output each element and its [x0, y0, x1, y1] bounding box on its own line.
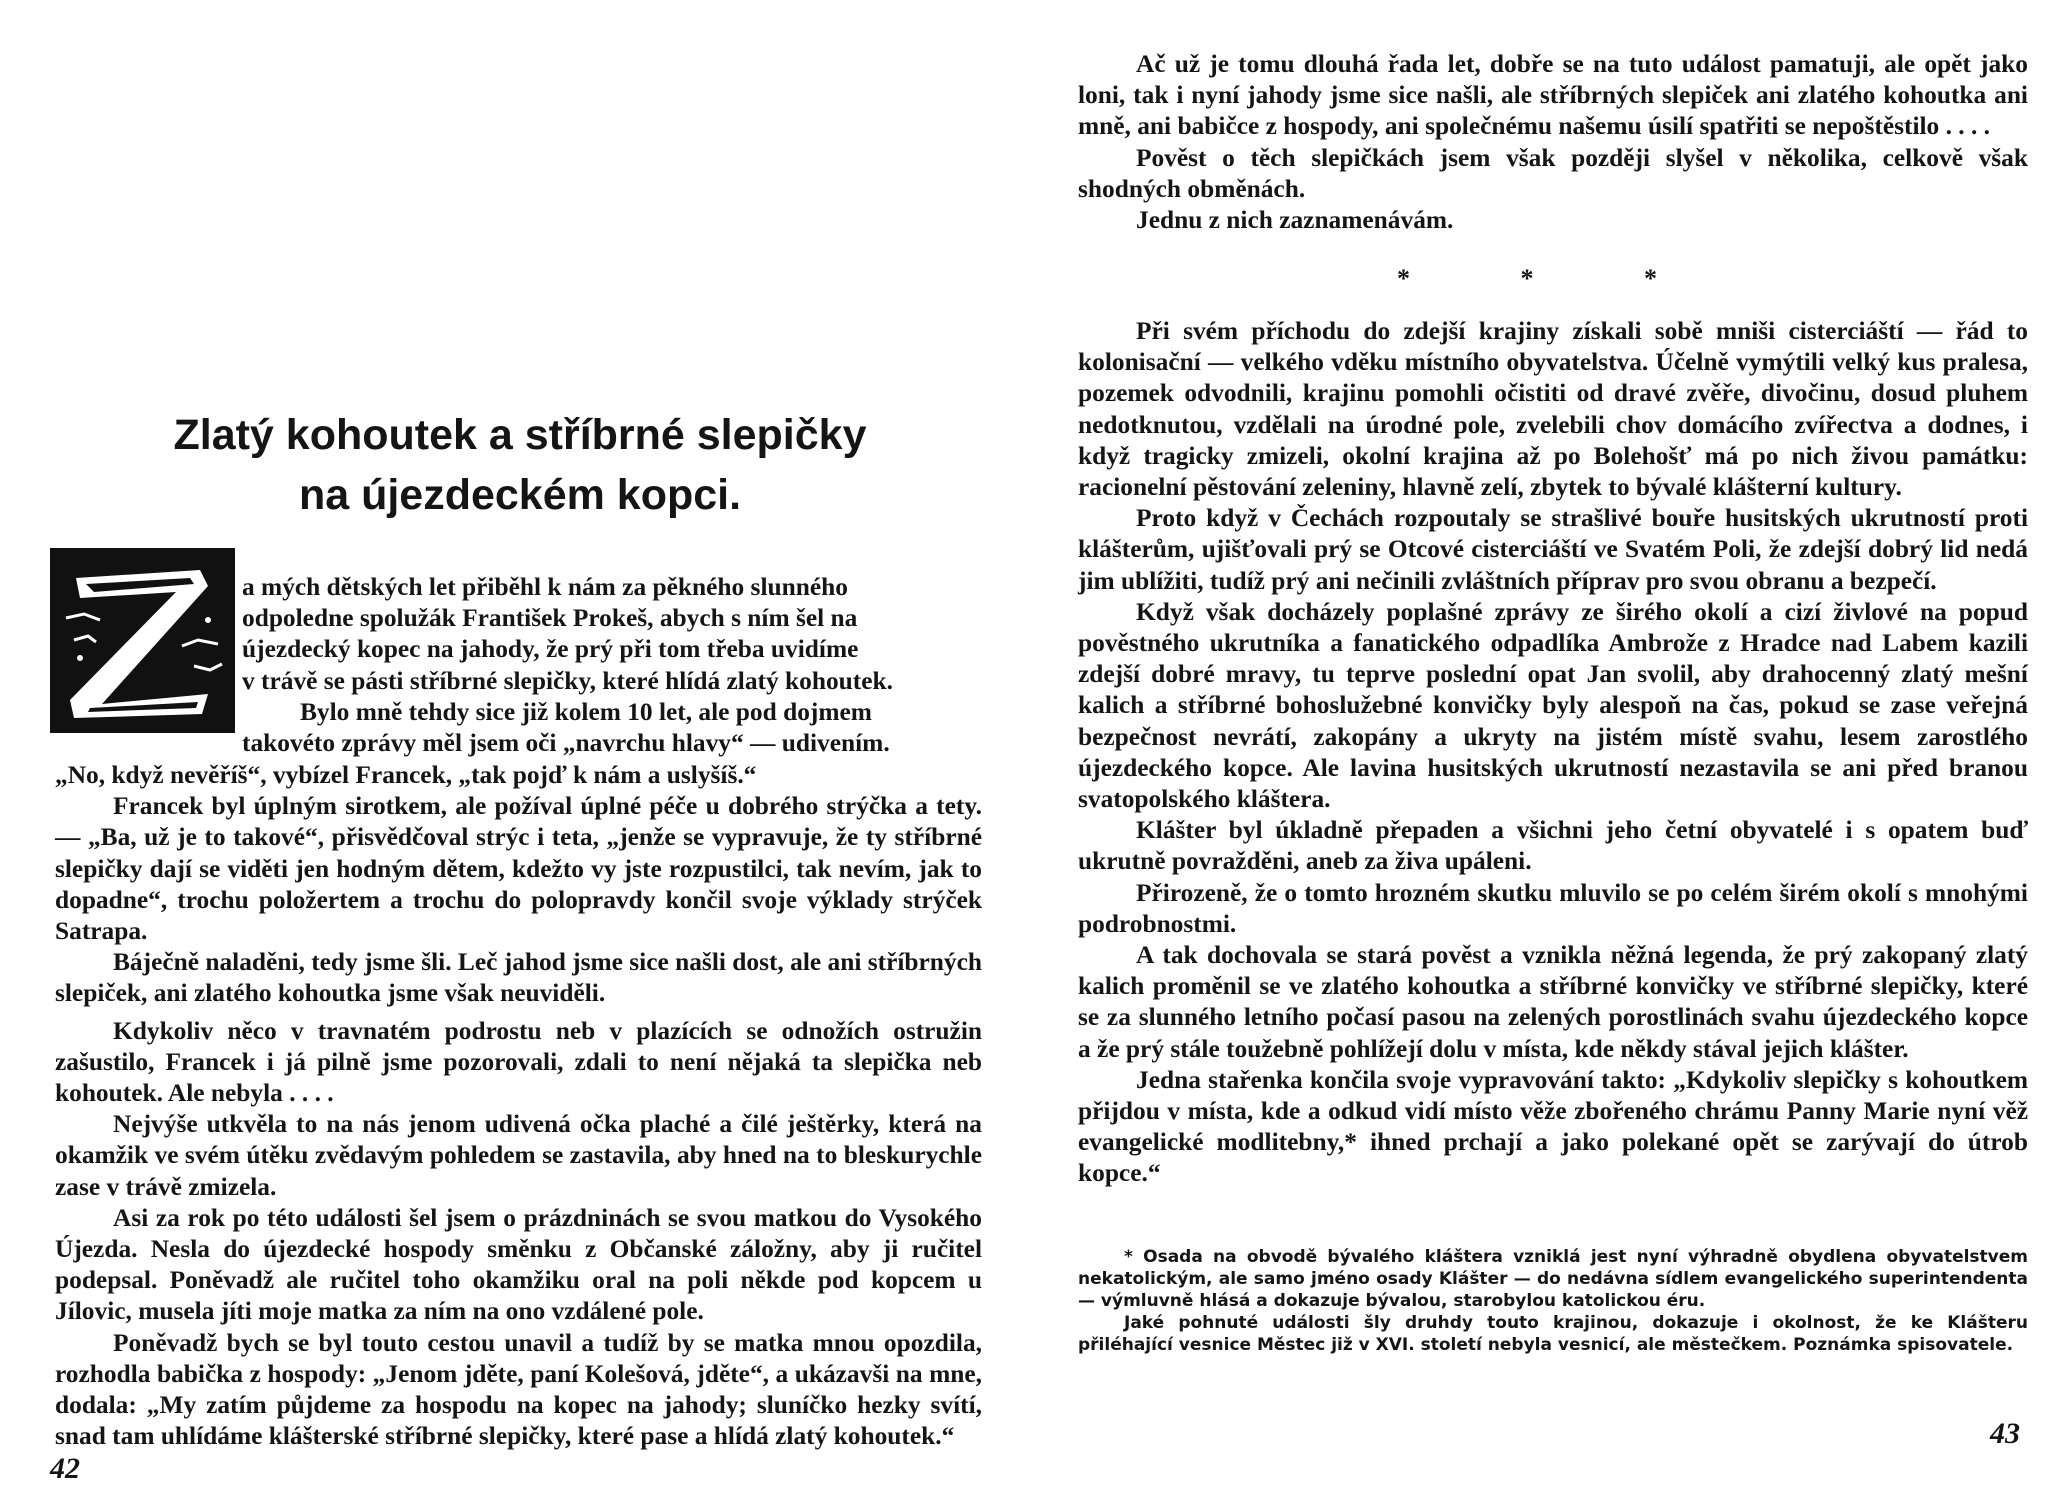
drop-cap-z-illustration [50, 548, 235, 733]
footnote-text: Jaké pohnuté události šly druhdy touto krajinou, dokazuje i okolnost, že ke Klášteru přiléhající vesnice Městec již v XVI. století nebyla vesnicí, ale městečkem. Poznámka spisovatele. [1078, 1313, 2028, 1355]
right-body-text [1078, 316, 2028, 1190]
opening-line: újezdecký kopec na jahody, že prý při tom třeba uvidíme [242, 635, 859, 664]
page-number-left: 42 [50, 1452, 80, 1485]
paragraph: Klášter byl úkladně přepaden a všichni jeho četní obyvatelé i s opatem buď ukrutně povražděni, aneb za živa upáleni. [1078, 816, 2028, 876]
opening-line: v trávě se pásti stříbrné slepičky, které hlídá zlatý kohoutek. [242, 666, 893, 695]
paragraph: Přirozeně, že o tomto hrozném skutku mluvilo se po celém širém okolí s mnohými podrobnostmi. [1078, 878, 2028, 938]
paragraph: Jednu z nich zaznamenávám. [1136, 206, 1454, 235]
section-separator: * * * [1397, 264, 1709, 293]
drop-cap-letter [50, 548, 51, 549]
page-number-right: 43 [1990, 1417, 2020, 1450]
title-line-2: na újezdeckém kopci. [298, 471, 742, 519]
paragraph: Při svém příchodu do zdejší krajiny získali sobě mniši cisterciáští — řád to kolonisační — velkého vděku místního obyvatelstva. Účelně vymýtili velký kus pralesa, pozemek odvodnili, krajinu pomohli očistiti od dravé zvěře, divočinu, dosud pluhem nedotknutou, vzdělali na úrodné pole, zvelebili chov domácího zvířectva a dodnes, i když tragicky zmizeli, okolní krajina až po Bolehošť má po nich živou památku: racionelní pěstování zeleniny, hlavně zelí, zbytek to bývalé klášterní kultury. [1078, 317, 2028, 502]
page-title [140, 405, 900, 525]
paragraph: Báječně naladěni, tedy jsme šli. Leč jahod jsme sice našli dost, ale ani stříbrných slepiček, ani zlatého kohoutka jsme však neuviděli. [55, 948, 982, 1008]
paragraph: Nejvýše utkvěla to na nás jenom udivená očka plaché a čilé ještěrky, která na okamžik ve svém útěku zvědavým pohledem se zastavila, aby hned na to bleskurychle zase v trávě zmizela. [55, 1110, 982, 1201]
paragraph: Asi za rok po této události šel jsem o prázdninách se svou matkou do Vysokého Újezda. Nesla do újezdecké hospody směnku z Občanské záložny, aby ji ručitel podepsal. Poněvadž ale ručitel toho okamžiku oral na poli někde pod kopcem u Jílovic, musela jíti moje matka za ním na ono vzdálené pole. [55, 1203, 982, 1326]
right-opening-text [1078, 49, 2028, 236]
paragraph: Když však docházely poplašné zprávy ze širého okolí a cizí živlové na popud pověstného ukrutníka a fanatického odpadlíka Ambrože z Hradce nad Labem kazili zdejší dobré mravy, tu teprve poslední opat Jan svolil, aby drahocenný zlatý mešní kalich a stříbrné bohoslužebné konvičky byly alespoň na čas, pokud se zase veřejná bezpečnost nevrátí, zakopány a ukryty na jistém místě svahu, lesem zarostlého újezdeckého kopce. Ale lavina husitských ukrutností nezastavila se ani před branou svatopolského kláštera. [1078, 597, 2028, 814]
paragraph: Ač už je tomu dlouhá řada let, dobře se na tuto událost pamatuji, ale opět jako loni, tak i nyní jahody jsme sice našli, ale stříbrných slepiček ani zlatého kohoutka ani mně, ani babičce z hospody, ani společnému našemu úsilí spatřiti se nepoštěstilo . . . . [1078, 50, 2028, 141]
footnote [1078, 1246, 2028, 1356]
drop-cap-z [50, 548, 235, 733]
paragraph: A tak dochovala se stará pověst a vznikla něžná legenda, že prý zakopaný zlatý kalich proměnil se ve zlatého kohoutka a stříbrné konvičky ve stříbrné slepičky, které se za slunného letního počasí pasou na zelených porostlinách svahu újezdeckého kopce a že prý stále toužebně pohlížejí dolu v místa, kde někdy stával jejich klášter. [1078, 941, 2028, 1063]
paragraph: Kdykoliv něco v travnatém podrostu neb v plazících se odnožích ostružin zašustilo, Francek i já pilně jsme pozorovali, zdali to není nějaká ta slepička neb kohoutek. Ale nebyla . . . . [55, 1016, 982, 1108]
opening-line: odpoledne spolužák František Prokeš, abych s ním šel na [242, 604, 858, 633]
paragraph: Pověst o těch slepičkách jsem však později slyšel v několika, celkově však shodných obměnách. [1078, 143, 2028, 203]
paragraph: Poněvadž bych se byl touto cestou unavil a tudíž by se matka mnou opozdila, rozhodla babička z hospody: „Jenom jděte, paní Kolešová, jděte“, a ukázavši na mne, dodala: „My zatím půjdeme za hospodu na kopec na jahody; sluníčko hezky svítí, snad tam uhlídáme klášterské stříbrné slepičky, které pase a hlídá zlatý kohoutek.“ [55, 1328, 982, 1451]
left-body-text [55, 760, 982, 1452]
paragraph: „No, když nevěříš“, vybízel Francek, „tak pojď k nám a uslyšíš.“ [55, 761, 757, 789]
paragraph: Jedna stařenka končila svoje vypravování takto: „Kdykoliv slepičky s kohoutkem přijdou v místa, kde a odkud vidí místo věže zbořeného chrámu Panny Marie nyní věž evangelické modlitebny,* ihned prchají a jako polekané opět se zarývají do útrob kopce.“ [1078, 1065, 2028, 1188]
opening-line: takovéto zprávy měl jsem oči „navrchu hlavy“ — udivením. [242, 729, 890, 758]
opening-line: a mých dětských let přiběhl k nám za pěkného slunného [242, 573, 848, 601]
footnote-text: * Osada na obvodě bývalého kláštera vzniklá jest nyní výhradně obydlena obyvatelstvem nekatolickým, ale samo jméno osady Klášter — do nedávna sídlem evangelického superintendenta — výmluvně hlásá a dokazuje bývalou, starobylou katolickou éru. [1078, 1247, 2028, 1311]
opening-lines [242, 572, 982, 759]
opening-line: Bylo mně tehdy sice již kolem 10 let, ale pod dojmem [300, 697, 872, 726]
paragraph: Francek byl úplným sirotkem, ale požíval úplné péče u dobrého strýčka a tety. — „Ba, už je to takové“, přisvědčoval strýc i teta, „jenže se vypravuje, že ty stříbrné slepičky dají se viděti jen hodným dětem, kdežto vy jste rozpustilci, tak nevím, jak to dopadne“, trochu položertem a trochu do polopravdy končil svoje výklady strýček Satrapa. [55, 792, 982, 946]
paragraph: Proto když v Čechách rozpoutaly se strašlivé bouře husitských ukrutností proti klášterům, ujišťovali prý se Otcové cisterciáští ve Svatém Poli, že zdejší dobrý lid nedá jim ublížiti, tudíž prý ani nečinili zvláštních příprav pro svou obranu a bezpečí. [1078, 504, 2028, 595]
title-line-1: Zlatý kohoutek a stříbrné slepičky [173, 411, 867, 459]
